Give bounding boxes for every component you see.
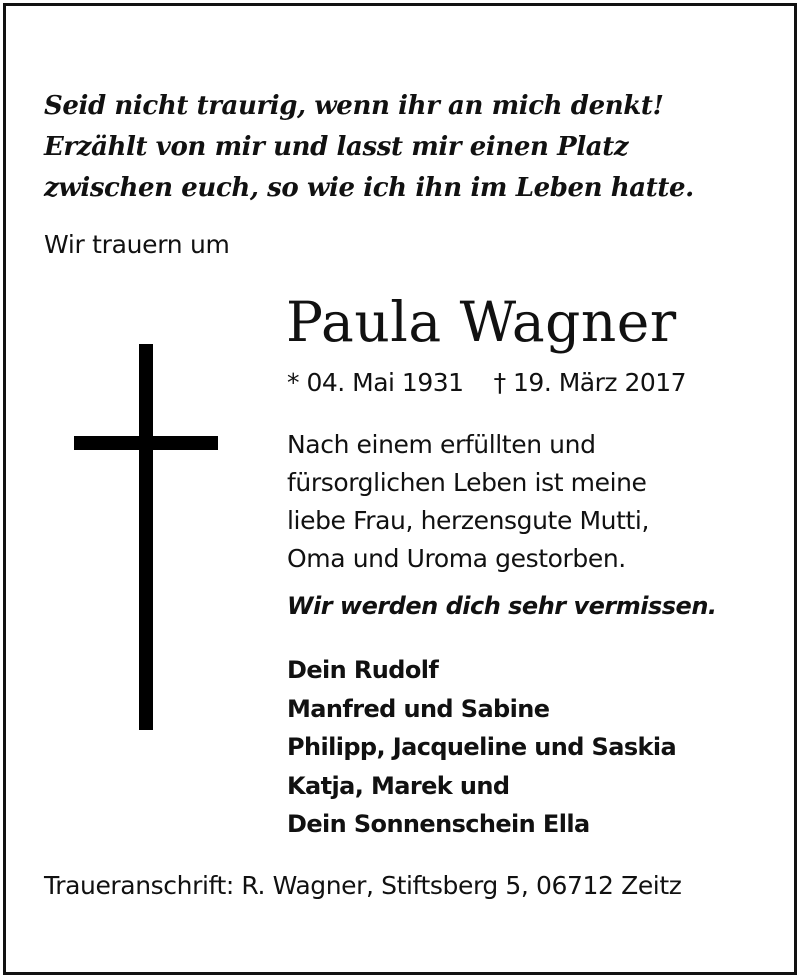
cross-vertical-bar (139, 344, 153, 730)
birth-date: * 04. Mai 1931 (287, 368, 464, 397)
motto-line: zwischen euch, so wie ich ihn im Leben hatte. (44, 173, 694, 203)
intro-text: Wir trauern um (44, 230, 230, 259)
obituary-text (287, 426, 649, 578)
family-member: Dein Sonnenschein Ella (287, 810, 590, 838)
family-member: Dein Rudolf (287, 656, 439, 684)
motto-line: Seid nicht traurig, wenn ihr an mich denkt! (44, 91, 664, 121)
cross-icon (74, 344, 218, 730)
life-dates (287, 366, 686, 400)
death-date: † 19. März 2017 (493, 368, 687, 397)
text-line: liebe Frau, herzensgute Mutti, (287, 506, 649, 535)
mourning-address: Traueranschrift: R. Wagner, Stiftsberg 5, 06712 Zeitz (44, 871, 682, 900)
family-member: Philipp, Jacqueline und Saskia (287, 733, 677, 761)
family-member: Manfred und Sabine (287, 694, 550, 723)
deceased-name: Paula Wagner (286, 290, 677, 354)
cross-horizontal-bar (74, 436, 218, 450)
motto-line: Erzählt von mir und lasst mir einen Platz (44, 132, 629, 162)
motto-verse (44, 86, 764, 209)
farewell-text: Wir werden dich sehr vermissen. (287, 592, 717, 620)
family-list (287, 651, 676, 844)
text-line: fürsorglichen Leben ist meine (287, 468, 647, 497)
text-line: Nach einem erfüllten und (287, 430, 596, 459)
family-member: Katja, Marek und (287, 771, 510, 800)
text-line: Oma und Uroma gestorben. (287, 544, 626, 573)
